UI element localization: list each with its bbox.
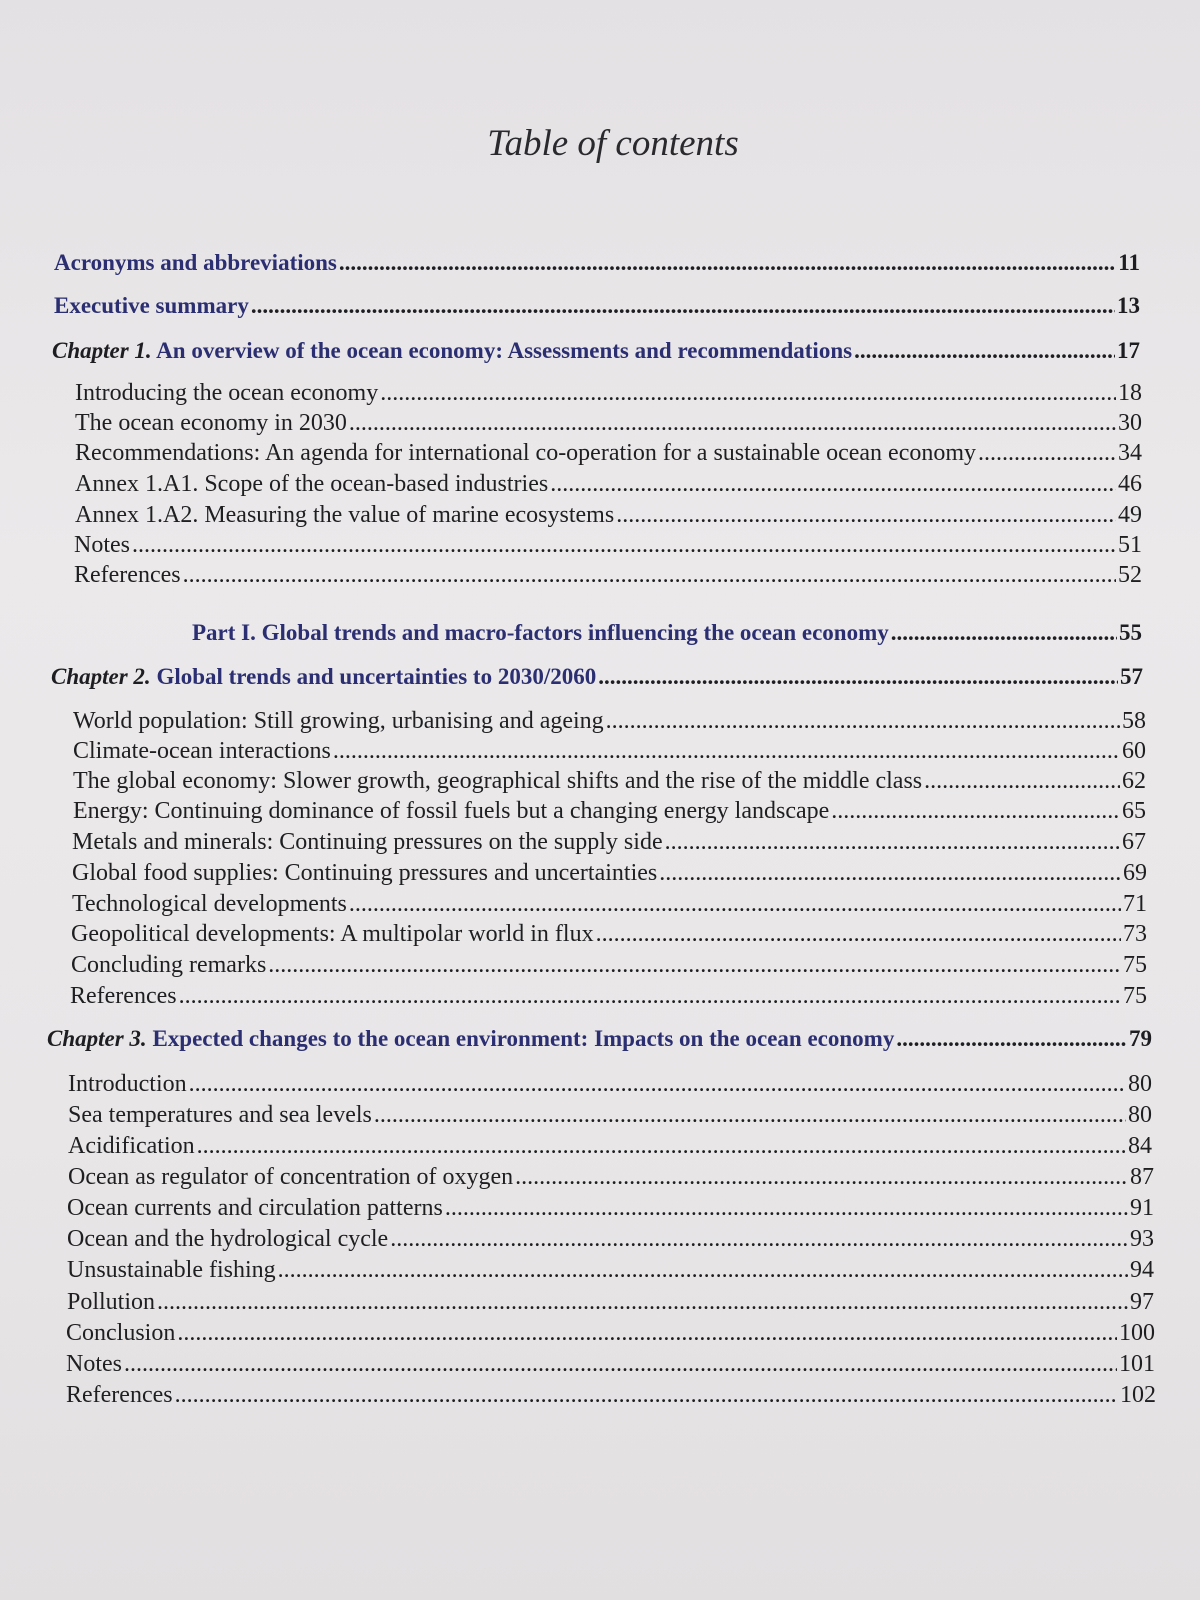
- dot-leader: [339, 250, 1116, 276]
- dot-leader: [380, 380, 1116, 407]
- chapter-number: Chapter 2.: [51, 664, 151, 689]
- toc-row[interactable]: [67, 1226, 1154, 1253]
- dot-leader: [183, 562, 1116, 589]
- toc-row[interactable]: [72, 860, 1147, 887]
- dot-leader: [550, 471, 1116, 498]
- page-number: 34: [1118, 440, 1142, 466]
- page-number: 62: [1122, 768, 1146, 794]
- dot-leader: [374, 1102, 1126, 1129]
- toc-row[interactable]: [67, 1289, 1154, 1316]
- toc-entry-title: Concluding remarks: [71, 952, 267, 978]
- toc-entry-title: [47, 1026, 894, 1052]
- toc-entry-title: References: [70, 983, 177, 1009]
- toc-row[interactable]: [68, 1133, 1152, 1160]
- dot-leader: [924, 768, 1120, 795]
- page-number: 65: [1122, 798, 1146, 824]
- toc-entry-title: Ocean and the hydrological cycle: [67, 1226, 389, 1252]
- toc-row[interactable]: [72, 891, 1147, 918]
- toc-row[interactable]: [72, 829, 1146, 856]
- toc-row[interactable]: [70, 983, 1147, 1010]
- dot-leader: [596, 921, 1121, 948]
- page-number: 17: [1117, 338, 1140, 363]
- page-number: 93: [1130, 1226, 1154, 1252]
- toc-row[interactable]: [66, 1382, 1156, 1409]
- toc-entry-title: Geopolitical developments: A multipolar world in flux: [71, 921, 594, 947]
- page-number: 80: [1128, 1071, 1152, 1097]
- dot-leader: [124, 1351, 1117, 1378]
- toc-entry-title: The ocean economy in 2030: [75, 410, 347, 436]
- page-number: 51: [1118, 532, 1142, 558]
- dot-leader: [598, 664, 1118, 690]
- dot-leader: [251, 293, 1115, 319]
- dot-leader: [665, 829, 1120, 856]
- dot-leader: [854, 338, 1115, 364]
- toc-row[interactable]: [74, 532, 1142, 559]
- page-number: 11: [1118, 250, 1140, 275]
- toc-row[interactable]: [54, 293, 1140, 319]
- toc-row[interactable]: [75, 440, 1142, 467]
- toc-entry-title: Notes: [74, 532, 130, 558]
- toc-row[interactable]: [73, 738, 1146, 765]
- toc-entry-title: Technological developments: [72, 891, 347, 917]
- dot-leader: [197, 1133, 1126, 1160]
- toc-row[interactable]: [68, 1164, 1154, 1191]
- chapter-number: Chapter 1.: [52, 338, 152, 363]
- toc-entry-title: Ocean as regulator of concentration of oxygen: [68, 1164, 514, 1190]
- chapter-title: Expected changes to the ocean environment: Impacts on the ocean economy: [152, 1026, 895, 1051]
- toc-entry-title: Metals and minerals: Continuing pressures on the supply side: [72, 829, 663, 855]
- toc-entry-title: Global food supplies: Continuing pressures and uncertainties: [72, 860, 658, 886]
- toc-entry-title: Annex 1.A2. Measuring the value of marine ecosystems: [75, 502, 615, 528]
- toc-row[interactable]: [75, 502, 1142, 529]
- toc-entry-title: Recommendations: An agenda for international co-operation for a sustainable ocean economy: [75, 440, 977, 466]
- toc-row[interactable]: [73, 768, 1146, 795]
- page-number: 69: [1123, 860, 1147, 886]
- dot-leader: [606, 708, 1120, 735]
- dot-leader: [515, 1164, 1128, 1191]
- page-number: 84: [1128, 1133, 1152, 1159]
- dot-leader: [179, 983, 1121, 1010]
- dot-leader: [177, 1320, 1117, 1347]
- page-number: 87: [1130, 1164, 1154, 1190]
- dot-leader: [891, 620, 1117, 646]
- toc-entry-title: Introduction: [68, 1071, 187, 1097]
- dot-leader: [333, 738, 1120, 765]
- page-number: 91: [1130, 1195, 1154, 1221]
- page-number: 67: [1122, 829, 1146, 855]
- toc-entry-title: [51, 664, 596, 690]
- page-number: 49: [1118, 502, 1142, 528]
- chapter-title: Global trends and uncertainties to 2030/2060: [156, 664, 597, 689]
- toc-entry-title: Energy: Continuing dominance of fossil fuels but a changing energy landscape: [73, 798, 830, 824]
- page-number: 101: [1119, 1351, 1155, 1377]
- dot-leader: [189, 1071, 1126, 1098]
- toc-entry-title: Executive summary: [54, 293, 249, 318]
- toc-row[interactable]: [75, 380, 1142, 407]
- toc-entry-title: References: [66, 1382, 173, 1408]
- toc-entry-title: Acidification: [68, 1133, 195, 1159]
- toc-entry-title: Conclusion: [66, 1320, 176, 1346]
- toc-entry-title: World population: Still growing, urbanising and ageing: [73, 708, 604, 734]
- toc-row[interactable]: [66, 1320, 1155, 1347]
- toc-entry-title: Pollution: [67, 1289, 156, 1315]
- toc-row[interactable]: [74, 562, 1142, 589]
- toc-entry-title: References: [74, 562, 181, 588]
- page-number: 71: [1123, 891, 1147, 917]
- dot-leader: [349, 410, 1116, 437]
- dot-leader: [132, 532, 1116, 559]
- toc-row[interactable]: [73, 798, 1146, 825]
- page-number: 52: [1118, 562, 1142, 588]
- dot-leader: [157, 1289, 1128, 1316]
- dot-leader: [659, 860, 1121, 887]
- dot-leader: [831, 798, 1120, 825]
- page-number: 58: [1122, 708, 1146, 734]
- page-number: 18: [1118, 380, 1142, 406]
- dot-leader: [175, 1382, 1118, 1409]
- toc-row[interactable]: [52, 338, 1140, 364]
- toc-row[interactable]: [67, 1257, 1154, 1284]
- page-number: 60: [1122, 738, 1146, 764]
- toc-row[interactable]: [66, 1351, 1155, 1378]
- dot-leader: [268, 952, 1121, 979]
- toc-row[interactable]: [71, 952, 1147, 979]
- page-title: Table of contents: [487, 123, 739, 164]
- page-number: 75: [1123, 983, 1147, 1009]
- toc-row[interactable]: [75, 410, 1142, 437]
- toc-row[interactable]: [75, 471, 1142, 498]
- toc-row[interactable]: [68, 1102, 1152, 1129]
- toc-entry-title: Climate-ocean interactions: [73, 738, 331, 764]
- page-number: 57: [1120, 664, 1143, 689]
- page-number: 73: [1123, 921, 1147, 947]
- page-number: 94: [1130, 1257, 1154, 1283]
- page-number: 100: [1119, 1320, 1155, 1346]
- page-number: 80: [1128, 1102, 1152, 1128]
- chapter-number: Chapter 3.: [47, 1026, 147, 1051]
- dot-leader: [349, 891, 1121, 918]
- toc-row[interactable]: [47, 1026, 1152, 1052]
- dot-leader: [390, 1226, 1128, 1253]
- dot-leader: [278, 1257, 1128, 1284]
- toc-row[interactable]: [51, 664, 1143, 690]
- toc-entry-title: Sea temperatures and sea levels: [68, 1102, 372, 1128]
- dot-leader: [445, 1195, 1128, 1222]
- toc-entry-title: Acronyms and abbreviations: [54, 250, 337, 275]
- toc-entry-title: Notes: [66, 1351, 122, 1377]
- toc-entry-title: [52, 338, 852, 364]
- toc-entry-title: Part I. Global trends and macro-factors influencing the ocean economy: [192, 620, 889, 645]
- toc-entry-title: Ocean currents and circulation patterns: [67, 1195, 443, 1221]
- page-number: 75: [1123, 952, 1147, 978]
- page-number: 55: [1119, 620, 1142, 645]
- toc-row[interactable]: [192, 620, 1142, 646]
- toc-row[interactable]: [67, 1195, 1154, 1222]
- toc-row[interactable]: [71, 921, 1147, 948]
- page-number: 30: [1118, 410, 1142, 436]
- page-number: 13: [1117, 293, 1140, 318]
- toc-row[interactable]: [73, 708, 1146, 735]
- page-number: 46: [1118, 471, 1142, 497]
- toc-entry-title: Unsustainable fishing: [67, 1257, 276, 1283]
- dot-leader: [978, 440, 1116, 467]
- page-number: 79: [1129, 1026, 1152, 1051]
- toc-row[interactable]: [54, 250, 1140, 276]
- toc-entry-title: The global economy: Slower growth, geographical shifts and the rise of the middle class: [73, 768, 923, 794]
- toc-row[interactable]: [68, 1071, 1152, 1098]
- dot-leader: [616, 502, 1116, 529]
- page-number: 97: [1130, 1289, 1154, 1315]
- page-number: 102: [1120, 1382, 1156, 1408]
- dot-leader: [896, 1026, 1127, 1052]
- toc-entry-title: Introducing the ocean economy: [75, 380, 379, 406]
- chapter-title: An overview of the ocean economy: Assessments and recommendations: [156, 338, 853, 363]
- toc-entry-title: Annex 1.A1. Scope of the ocean-based industries: [75, 471, 549, 497]
